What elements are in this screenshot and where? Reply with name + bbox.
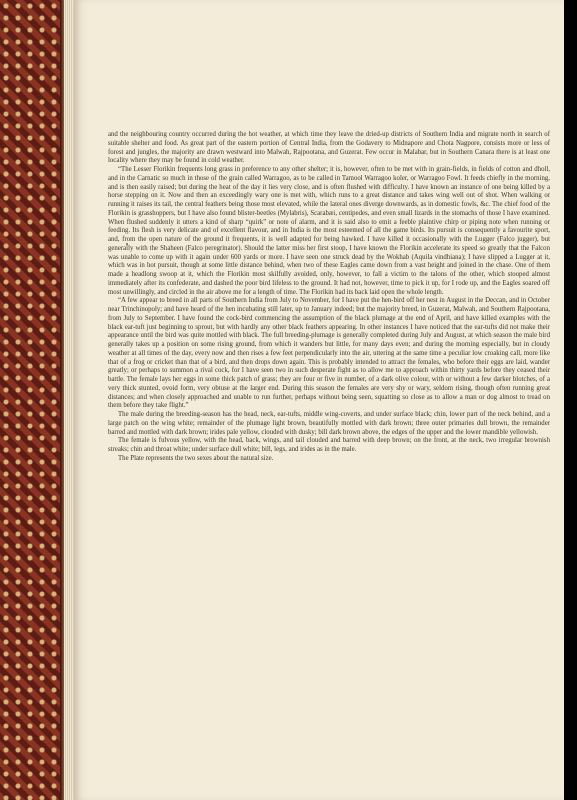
book-cover-marbled (0, 0, 60, 800)
paragraph-1: and the neighbouring country occurred during the hot weather, at which time they leave the dried-up districts of Southern India and migrate north in search of suitable shelter and food. As great part of the eastern portion of Central India, from the Godavery to Midnapore and Chota Nagpore, consists more or less of forest and jungles, the majority are drawn westward into Malwah, Rajpootana, and Guzerat. Few occur in Malabar, but in Southern Canara there is at least one locality where they may be found in cold weather. (108, 131, 550, 165)
paragraph-5: The female is fulvous yellow, with the head, back, wings, and tail clouded and barred with deep brown; on the front, at the neck, two irregular brownish streaks; chin and throat white; under surface dull white; bill, legs, and irides as in the male. (108, 437, 550, 453)
body-text (108, 131, 550, 464)
paragraph-6: The Plate represents the two sexes about the natural size. (118, 454, 274, 462)
page-stack-edges (64, 0, 74, 800)
paragraph-3: “A few appear to breed in all parts of Southern India from July to November, for I have put the hen-bird off her nest in August in the Deccan, and in October near Trinchinopoly; and have heard of the hen incubating still later, up to January indeed; but the majority breed, in Guzerat, Malwah, and Southern Rajpootana, from July to September. I have found the cock-bird commencing the assumption of the black plumage at the end of April, and have killed examples with the black ear-tuft just beginning to sprout, but with hardly any other black feathers appearing. In other instances I have noticed that the ear-tufts did not make their appearance until the bird was quite mottled with black. The full breeding-plumage is generally completed during July and August, at which season the male bird generally takes up a position on some rising ground, from which it wanders but little, for many days even; and during the morning especially, but in cloudy weather at all times of the day, every now and then rises a few feet perpendicularly into the air, uttering at the same time a peculiar low croaking call, more like that of a frog or cricket than that of a bird, and then drops down again. This is probably intended to attract the females, who before their eggs are laid, wander greatly; or perhaps to summon a rival cock, for I have seen two in such desperate fight as to allow me to approach within thirty yards before they ceased their battle. The female lays her eggs in some thick patch of grass; they are four or five in number, of a dark olive colour, with or without a few darker blotches, of a very thick stunted, ovoid form, very obtuse at the larger end. During this season the females are very shy or wary, seldom rising, though often running great distances; and when closely approached and unable to run further, perhaps without being seen, squatting so close as to allow a man or dog almost to tread on them before they take flight.” (108, 297, 550, 410)
paragraph-4: The male during the breeding-season has the head, neck, ear-tufts, middle wing-coverts, and under surface black; chin, lower part of the neck behind, and a large patch on the wing white; remainder of the plumage light brown, beautifully mottled with dark brown; three outer primaries dull brown, the remainder barred and mottled with dark brown; irides pale yellow, clouded with dusky; bill dark brown above, the edges of the upper and the lower mandible yellowish. (108, 411, 550, 436)
background-edge (564, 0, 577, 800)
paragraph-2: “The Lesser Florikin frequents long grass in preference to any other shelter; it is, however, often to be met with in grain-fields, in fields of cotton and dholl, and in the Carnatic so much in those of the grain called Warragoo, as to be called in Tamool Warragoo koler, or Warragoo Fowl. It feeds chiefly in the morning, and is then easily raised; but during the heat of the day it lies very close, and is often flushed with difficulty. I have known an instance of one being killed by a horse stepping on it. Now and then an exceedingly wary one is met with, which runs to a great distance and takes wing well out of shot. When walking or running it raises its tail, the central feathers being those most elevated, while the lateral ones diverge downwards, as in domestic fowls, &c. The chief food of the Florikin is grasshoppers, but I have also found blister-beetles (Mylabris), Scarabæi, centipedes, and even small lizards in the stomachs of those I have examined. When flushed suddenly it utters a kind of sharp “quirk” or note of alarm, and it is said also to emit a feeble plaintive chirp or piping note when running or feeding. Its flesh is very delicate and of excellent flavour, and in India is the most esteemed of all the game birds. Its pursuit is consequently a favourite sport, and, from the open nature of the ground it frequents, it is well adapted for being hawked. I have killed it occasionally with the Lugger (Falco jugger), but generally with the Shaheen (Falco peregrinator). Should the latter miss her first stoop, I have known the Florikin accelerate its speed so greatly that the Falcon was unable to come up with it again under 600 yards or more. I have seen one struck dead by the Wokhab (Aquila vindhiana); I have slipped a Lugger at it, which was in hot pursuit, though at some little distance behind, when two of these Eagles came down from a vast height and joined in the chase. One of them made a headlong swoop at it, which the Florikin most skilfully avoided, only, however, to fall a victim to the talons of the other, which stooped almost immediately after its confederate, and dashed the poor bird lifeless to the ground. It had not, however, time to pick it up, for I rode up, and the Eagles soared off most unwillingly, and circled in the air above me for a length of time. The Florikin had its back laid open the whole length. (108, 166, 550, 296)
